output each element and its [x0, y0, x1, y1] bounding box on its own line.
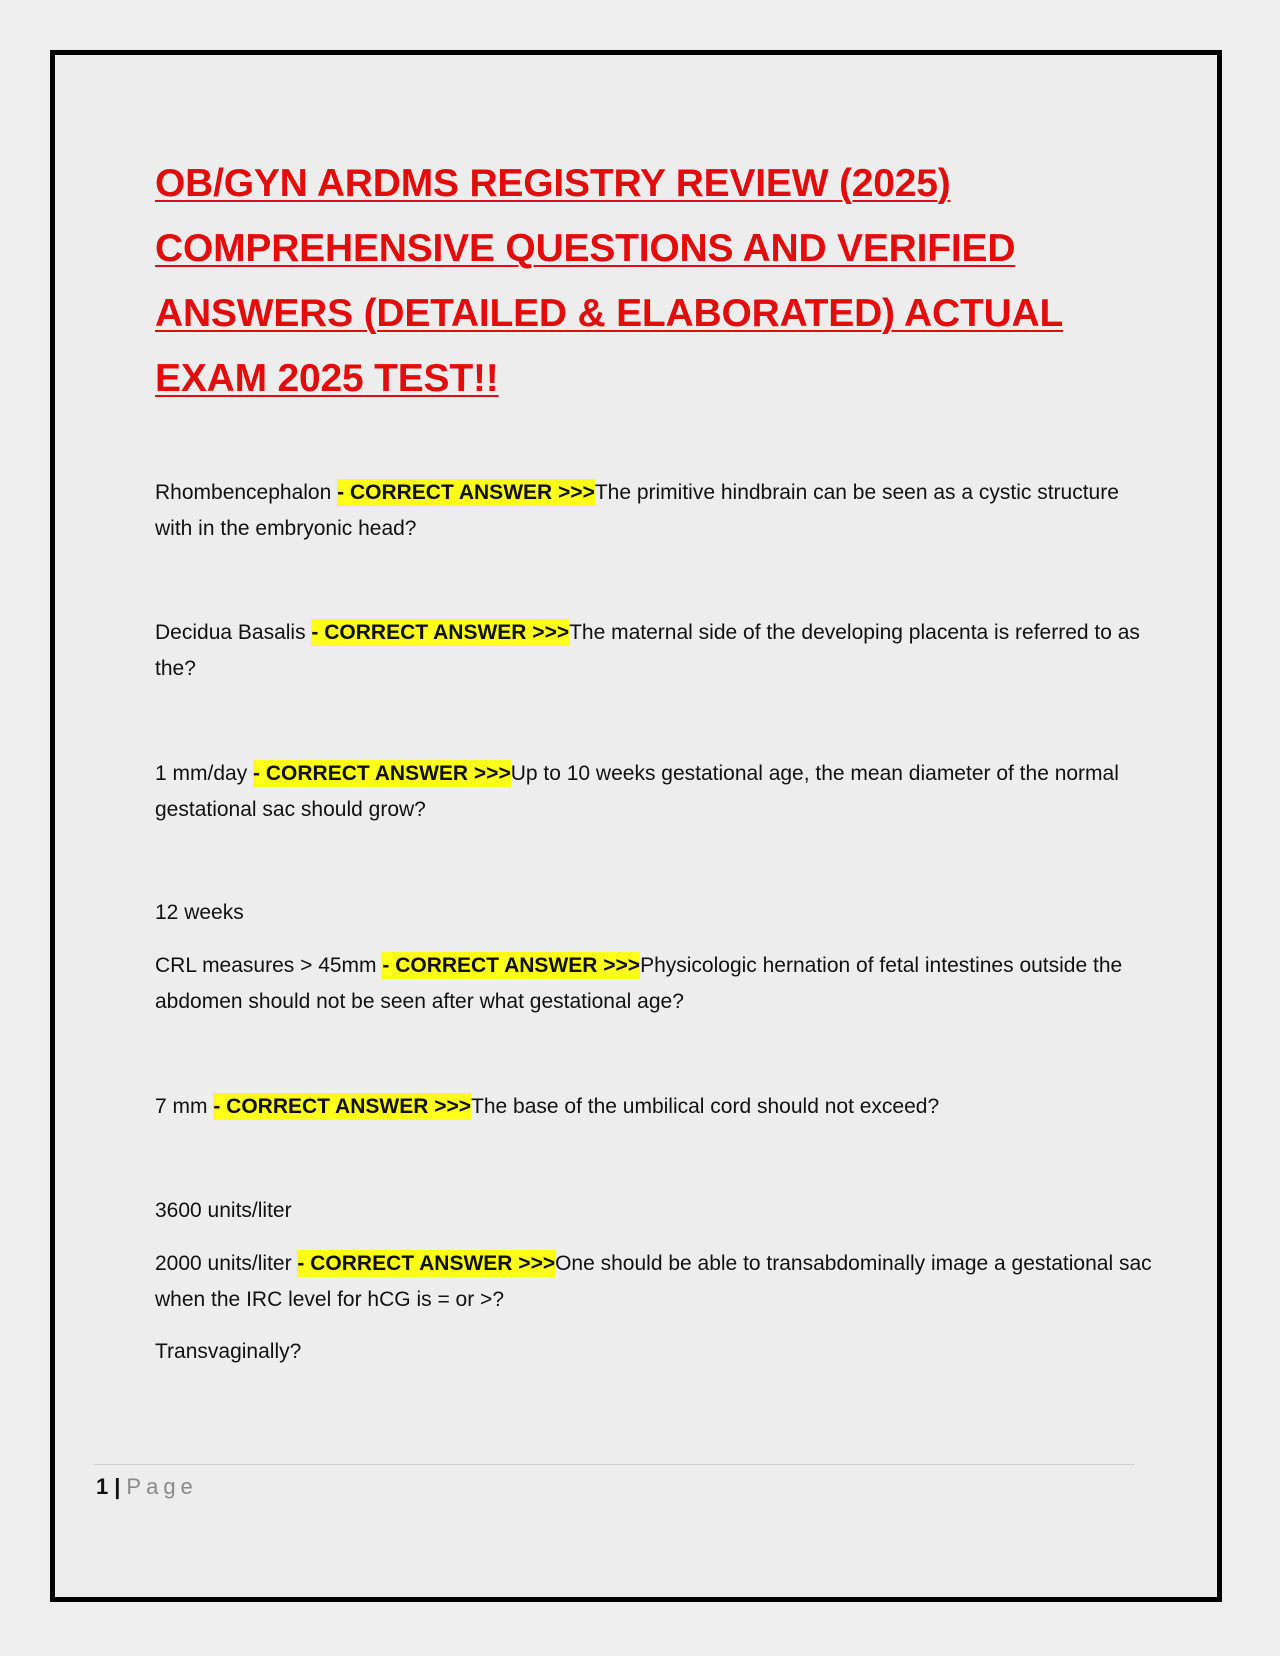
footer-separator: | — [114, 1474, 121, 1499]
entry-4-question: Physicologic hernation of fetal intestines outside the abdomen should not be seen after what gestational age? — [155, 954, 1123, 1013]
entry-5-answer: 7 mm — [155, 1095, 214, 1118]
entry-4-answer: CRL measures > 45mm — [155, 954, 383, 977]
page-frame — [50, 50, 1222, 1602]
entry-6 — [155, 1246, 1155, 1318]
entry-2 — [155, 615, 1155, 687]
page-label: Page — [126, 1474, 198, 1499]
entry-3 — [155, 756, 1155, 828]
correct-answer-marker: - CORRECT ANSWER >>> — [382, 954, 641, 977]
entry-4-pre: 12 weeks — [155, 901, 244, 924]
correct-answer-marker: - CORRECT ANSWER >>> — [253, 762, 511, 785]
entry-6-pre: 3600 units/liter — [155, 1199, 292, 1222]
correct-answer-marker: - CORRECT ANSWER >>> — [337, 481, 595, 504]
entry-6-answer: 2000 units/liter — [155, 1252, 298, 1275]
entry-2-answer: Decidua Basalis — [155, 621, 312, 644]
entry-4 — [155, 948, 1155, 1020]
entry-5-question: The base of the umbilical cord should not exceed? — [471, 1095, 940, 1118]
entry-3-question: Up to 10 weeks gestational age, the mean diameter of the normal gestational sac should grow? — [155, 762, 1119, 821]
entry-1 — [155, 475, 1155, 547]
entry-3-answer: 1 mm/day — [155, 762, 254, 785]
entry-2-question: The maternal side of the developing placenta is referred to as the? — [155, 621, 1140, 680]
entry-1-answer: Rhombencephalon — [155, 481, 338, 504]
document-title: OB/GYN ARDMS REGISTRY REVIEW (2025) COMPREHENSIVE QUESTIONS AND VERIFIED ANSWERS (DETAILED & ELABORATED) ACTUAL EXAM 2025 TEST!! — [155, 162, 1064, 400]
page-footer — [96, 1473, 198, 1501]
entry-5 — [155, 1089, 1155, 1125]
correct-answer-marker: - CORRECT ANSWER >>> — [297, 1252, 556, 1275]
entry-6-post: Transvaginally? — [155, 1340, 302, 1363]
correct-answer-marker: - CORRECT ANSWER >>> — [213, 1095, 472, 1118]
correct-answer-marker: - CORRECT ANSWER >>> — [311, 621, 570, 644]
entry-6-question: One should be able to transabdominally image a gestational sac when the IRC level for hCG is = or >? — [155, 1252, 1152, 1311]
page-number: 1 — [96, 1474, 109, 1499]
footer-divider — [94, 1464, 1134, 1465]
entry-1-question: The primitive hindbrain can be seen as a cystic structure with in the embryonic head? — [155, 481, 1119, 540]
